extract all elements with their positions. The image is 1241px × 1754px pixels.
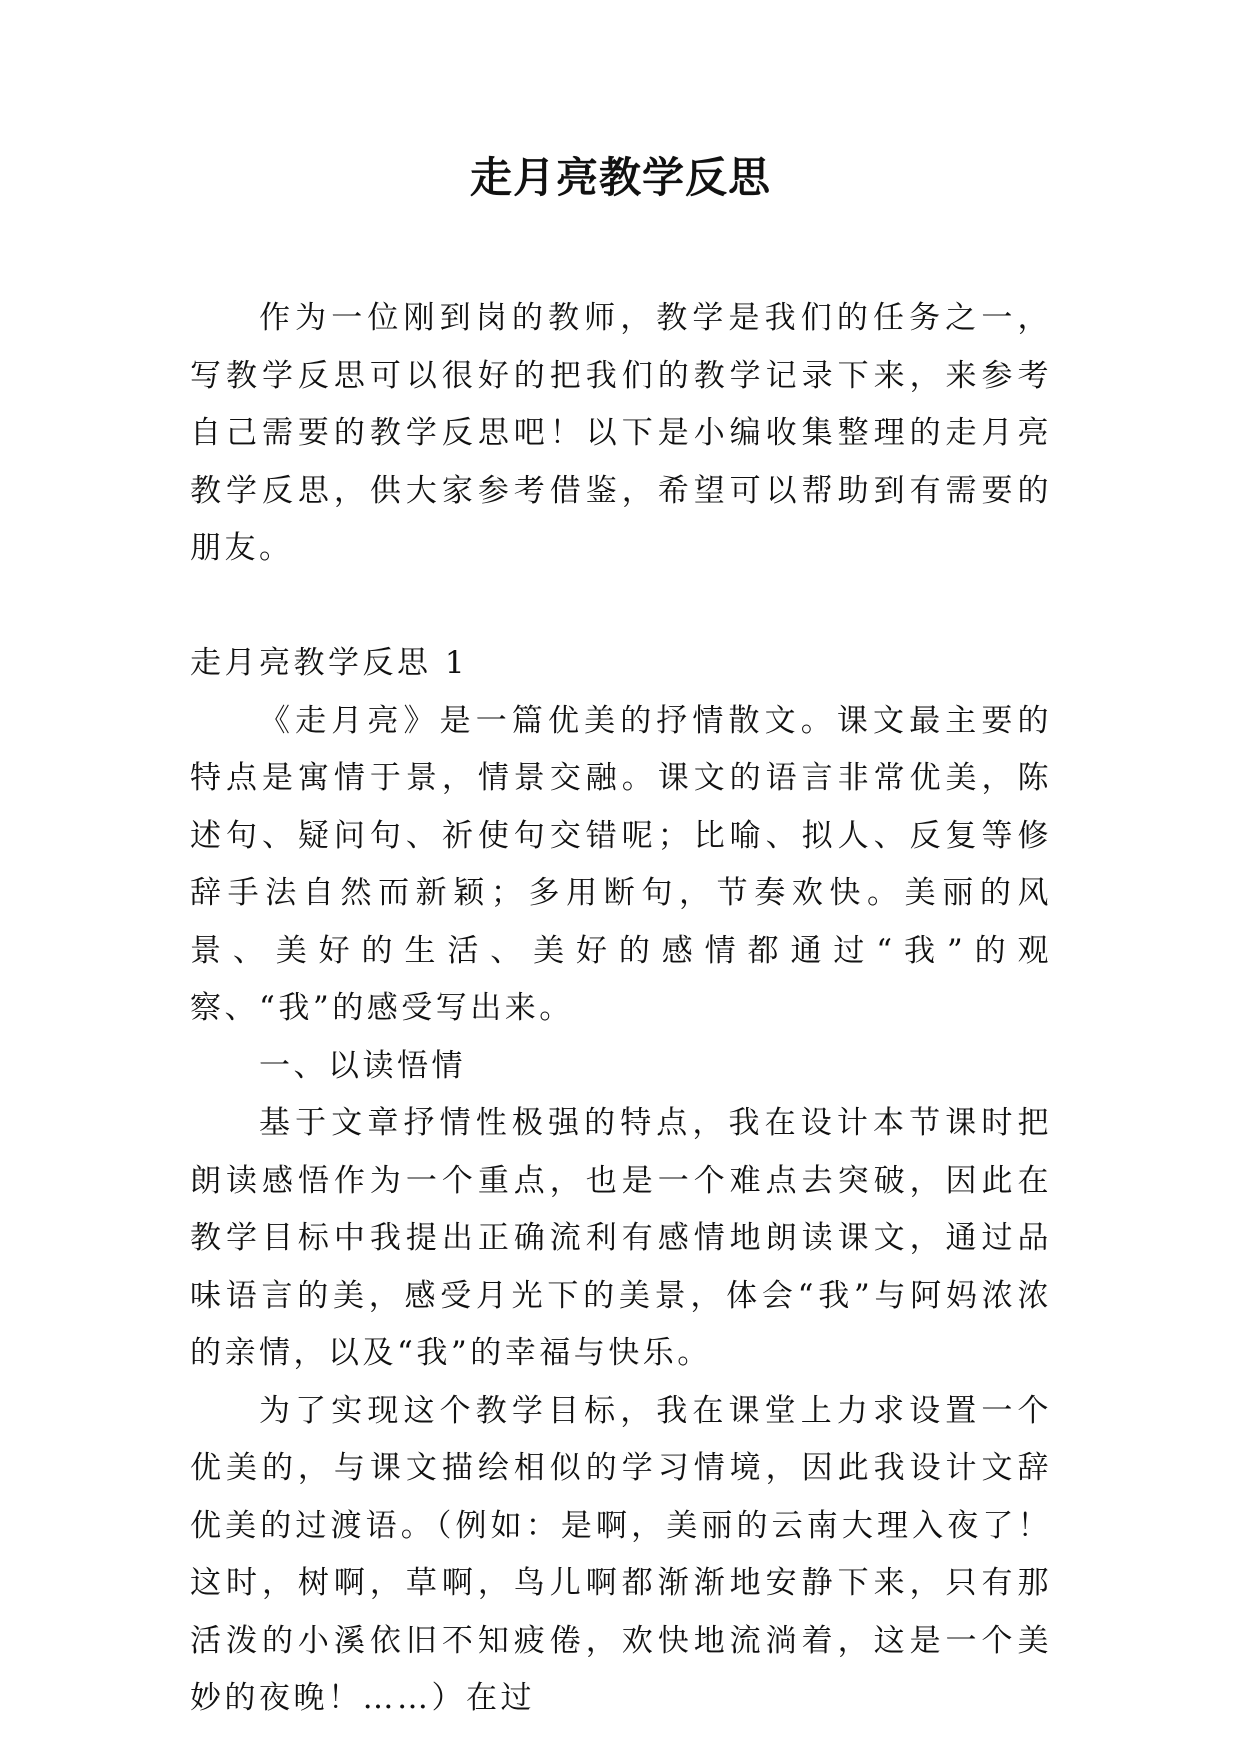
subsection-heading: 一、以读悟情 bbox=[259, 1047, 466, 1084]
body-paragraph-1: 《走月亮》是一篇优美的抒情散文。课文最主要的特点是寓情于景，情景交融。课文的语言非常优美，陈述句、疑问句、祈使句交错呢；比喻、拟人、反复等修辞手法自然而新颖；多用断句，节奏欢快。美丽的风景、美好的生活、美好的感情都通过“我”的观察、“我”的感受写出来。 bbox=[190, 702, 1052, 1026]
section-heading: 走月亮教学反思 1 bbox=[190, 645, 469, 681]
body-paragraph-2: 基于文章抒情性极强的特点，我在设计本节课时把朗读感悟作为一个重点，也是一个难点去突破，因此在教学目标中我提出正确流利有感情地朗读课文，通过品味语言的美，感受月光下的美景，体会“我”与阿妈浓浓的亲情，以及“我”的幸福与快乐。 bbox=[190, 1105, 1052, 1371]
intro-paragraph: 作为一位刚到岗的教师，教学是我们的任务之一，写教学反思可以很好的把我们的教学记录下来，来参考自己需要的教学反思吧！以下是小编收集整理的走月亮教学反思，供大家参考借鉴，希望可以帮助到有需要的朋友。 bbox=[190, 300, 1052, 566]
document-title: 走月亮教学反思 bbox=[469, 153, 771, 202]
body-paragraph-3: 为了实现这个教学目标，我在课堂上力求设置一个优美的，与课文描绘相似的学习情境，因此我设计文辞优美的过渡语。（例如：是啊，美丽的云南大理入夜了！这时，树啊，草啊，鸟儿啊都渐渐地安静下来，只有那活泼的小溪依旧不知疲倦，欢快地流淌着，这是一个美妙的夜晚！……）在过 bbox=[190, 1392, 1052, 1716]
document-body bbox=[190, 290, 1052, 1728]
paragraph-spacer bbox=[190, 578, 1052, 636]
